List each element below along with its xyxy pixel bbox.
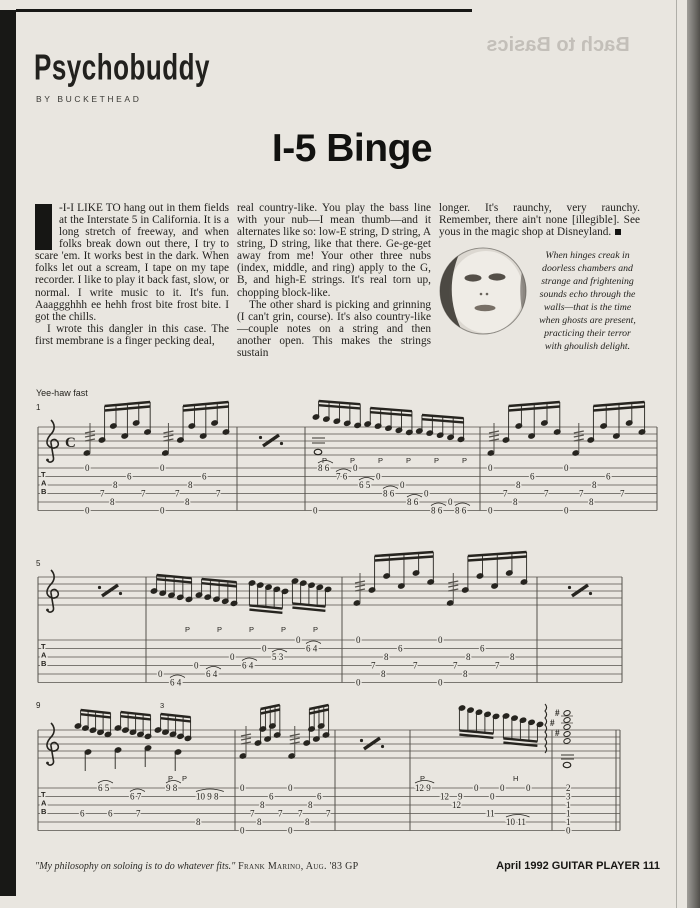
svg-text:0: 0	[400, 480, 405, 490]
svg-text:0: 0	[230, 652, 235, 662]
end-of-article-mark	[615, 229, 621, 235]
svg-text:0: 0	[448, 497, 453, 507]
svg-text:0: 0	[566, 825, 571, 836]
scan-border-top	[16, 9, 472, 12]
shadow-right	[520, 255, 527, 325]
svg-text:P: P	[434, 456, 440, 465]
svg-text:0: 0	[376, 471, 381, 482]
svg-text:6: 6	[127, 471, 132, 482]
svg-text:7: 7	[216, 488, 221, 499]
scan-border-left	[0, 10, 16, 896]
svg-text:6 5: 6 5	[98, 783, 110, 793]
photo-caption: When hinges creak in doorless chambers and strange and frightening sounds echo through the walls—that is the time when ghosts are present, practicing their terror with ghoulish delight.	[539, 250, 636, 352]
svg-text:P: P	[182, 774, 188, 783]
svg-text:7: 7	[413, 660, 418, 671]
svg-text:0: 0	[158, 669, 163, 679]
svg-text:H: H	[513, 774, 519, 783]
svg-text:6: 6	[480, 643, 485, 654]
paragraph-text: longer. It's raunchy, very raunchy. Remember, there ain't none [illegible]. See yous in the magic shop at Disneyland.	[439, 202, 640, 239]
svg-text:8: 8	[308, 800, 313, 810]
svg-text:2: 2	[566, 783, 571, 793]
svg-text:7: 7	[579, 488, 584, 499]
svg-text:7: 7	[298, 808, 303, 819]
svg-text:8 6: 8 6	[383, 488, 395, 499]
svg-text:1: 1	[566, 808, 571, 819]
svg-text:5 3: 5 3	[272, 652, 284, 662]
svg-text:7 6: 7 6	[336, 471, 348, 482]
svg-text:6 7: 6 7	[130, 791, 142, 802]
svg-text:0: 0	[438, 635, 443, 645]
svg-text:B: B	[41, 807, 47, 816]
paragraph	[439, 202, 640, 238]
svg-text:6 4: 6 4	[306, 643, 318, 654]
svg-text:0: 0	[424, 488, 429, 499]
svg-text:P: P	[462, 456, 468, 465]
svg-text:7: 7	[136, 808, 141, 819]
svg-text:1: 1	[36, 403, 41, 412]
svg-text:P: P	[217, 625, 223, 634]
svg-text:P: P	[420, 774, 426, 783]
svg-text:8: 8	[196, 817, 201, 827]
text-column-3	[439, 202, 640, 354]
svg-text:P: P	[406, 456, 412, 465]
svg-text:0: 0	[85, 463, 90, 473]
nostril	[486, 293, 489, 296]
svg-text:#: #	[550, 718, 555, 728]
paragraph: real country-like. You play the bass line with your nub—I mean thumb—and it alternates like so: low-E string, D string, A string, D string, like that there. Ge-ge-get away from me! Your other three nubs (index, middle, and ring) apply to the G, B, and high-E strings. It's real torn up, chopping block-like.	[237, 202, 431, 299]
svg-text:9: 9	[36, 701, 41, 710]
svg-text:6: 6	[202, 471, 207, 482]
svg-text:0: 0	[160, 463, 165, 473]
svg-text:8: 8	[188, 480, 193, 490]
svg-text:8: 8	[384, 652, 389, 662]
svg-text:8: 8	[466, 652, 471, 662]
svg-text:0: 0	[240, 783, 245, 793]
svg-text:0: 0	[438, 677, 443, 688]
quote-attribution: Frank Marino, Aug. '83 GP	[235, 861, 359, 872]
svg-text:B: B	[41, 659, 47, 668]
svg-text:8: 8	[260, 800, 265, 810]
svg-text:8: 8	[592, 480, 597, 490]
svg-text:6: 6	[269, 791, 274, 802]
svg-text:P: P	[350, 456, 356, 465]
svg-text:A: A	[41, 478, 47, 488]
svg-text:7: 7	[620, 488, 625, 499]
svg-text:8 6: 8 6	[455, 505, 467, 516]
svg-text:A: A	[41, 650, 47, 660]
svg-text:7: 7	[503, 488, 508, 499]
bleedthrough-text: Bach to Basics	[486, 34, 630, 56]
lips	[475, 305, 496, 311]
svg-text:7: 7	[544, 488, 549, 499]
svg-text:6: 6	[398, 643, 403, 654]
svg-text:0: 0	[240, 825, 245, 836]
svg-text:0: 0	[526, 783, 531, 793]
svg-text:6: 6	[606, 471, 611, 482]
svg-text:12: 12	[440, 791, 449, 802]
svg-text:3: 3	[566, 791, 571, 802]
svg-text:7: 7	[250, 808, 255, 819]
svg-text:12: 12	[452, 800, 461, 810]
svg-text:0: 0	[500, 783, 505, 793]
face-photo	[439, 247, 527, 335]
svg-text:P: P	[313, 625, 319, 634]
svg-text:8: 8	[257, 817, 262, 827]
svg-text:6 5: 6 5	[359, 480, 371, 490]
svg-text:0: 0	[356, 635, 361, 645]
svg-text:10 11: 10 11	[506, 817, 526, 827]
svg-text:A: A	[41, 798, 47, 808]
svg-text:6 4: 6 4	[242, 660, 254, 671]
svg-text:12 9: 12 9	[415, 783, 431, 793]
svg-text:7: 7	[371, 660, 376, 671]
svg-text:6: 6	[317, 791, 322, 802]
paragraph	[35, 202, 229, 323]
svg-text:7: 7	[278, 808, 283, 819]
svg-text:6 4: 6 4	[170, 677, 182, 688]
footer-quote	[35, 861, 358, 872]
page-edge-line	[676, 0, 677, 908]
text-column-1	[35, 202, 229, 347]
svg-text:0: 0	[356, 677, 361, 688]
left-eye	[465, 275, 482, 282]
svg-text:8: 8	[510, 652, 515, 662]
svg-text:0: 0	[262, 643, 267, 654]
mask-face-image	[439, 247, 527, 335]
svg-text:7: 7	[495, 660, 500, 671]
svg-text:8: 8	[463, 669, 468, 679]
svg-text:7: 7	[141, 488, 146, 499]
nostril	[480, 293, 483, 296]
svg-text:10 9 8: 10 9 8	[196, 791, 219, 802]
svg-text:1: 1	[566, 817, 571, 827]
svg-text:3: 3	[160, 701, 165, 710]
svg-text:0: 0	[564, 463, 569, 473]
svg-text:B: B	[41, 487, 47, 496]
svg-text:7: 7	[100, 488, 105, 499]
svg-text:8: 8	[516, 480, 521, 490]
svg-text:8: 8	[381, 669, 386, 679]
svg-text:T: T	[41, 470, 46, 479]
drop-cap-I	[35, 204, 52, 250]
quote-text: "My philosophy on soloing is to do whatever fits."	[35, 861, 236, 872]
svg-text:#: #	[555, 728, 560, 738]
svg-text:8 6: 8 6	[407, 497, 419, 507]
svg-text:0: 0	[488, 463, 493, 473]
svg-text:P: P	[322, 456, 328, 465]
svg-text:P: P	[378, 456, 384, 465]
svg-text:8 6: 8 6	[318, 463, 330, 473]
svg-text:9: 9	[458, 791, 463, 802]
svg-text:#: #	[555, 708, 560, 718]
svg-text:5: 5	[36, 559, 41, 568]
svg-text:9 8: 9 8	[166, 783, 178, 793]
svg-text:P: P	[281, 625, 287, 634]
svg-text:P: P	[249, 625, 255, 634]
svg-text:T: T	[41, 790, 46, 799]
svg-text:8: 8	[113, 480, 118, 490]
svg-text:0: 0	[194, 660, 199, 671]
svg-text:8 6: 8 6	[431, 505, 443, 516]
svg-text:11: 11	[486, 808, 495, 819]
svg-text:8: 8	[185, 497, 190, 507]
svg-text:0: 0	[160, 505, 165, 516]
svg-text:1: 1	[566, 800, 571, 810]
photo-with-caption	[439, 247, 640, 353]
svg-text:C: C	[65, 435, 76, 451]
svg-text:0: 0	[296, 635, 301, 645]
svg-text:T: T	[41, 642, 46, 651]
article-title: I-5 Binge	[271, 127, 433, 170]
svg-text:8: 8	[589, 497, 594, 507]
svg-text:0: 0	[488, 505, 493, 516]
svg-text:0: 0	[564, 505, 569, 516]
svg-text:6: 6	[108, 808, 113, 819]
paragraph-text: -I-I LIKE TO hang out in them fields at the Interstate 5 in California. It is a long stretch of freeway, and when folks break down out there, I try to scare 'em. It works best in the dark. When folks let out a scream, I tape on my tape recorder. I like to play it back fast, slow, or normal. I write music to it. It's fun. Aaaggghhh ee hehh frost bite frost bite. I got the chills.	[35, 202, 229, 323]
text-column-2	[237, 202, 431, 359]
svg-text:7: 7	[175, 488, 180, 499]
svg-text:0: 0	[353, 463, 358, 473]
svg-text:6 4: 6 4	[206, 669, 218, 679]
svg-text:Yee-haw fast: Yee-haw fast	[36, 388, 88, 398]
svg-text:7: 7	[326, 808, 331, 819]
svg-text:0: 0	[288, 825, 293, 836]
svg-text:P: P	[168, 774, 174, 783]
svg-text:P: P	[185, 625, 191, 634]
byline: BY BUCKETHEAD	[36, 94, 142, 104]
svg-text:8: 8	[513, 497, 518, 507]
svg-text:6: 6	[80, 808, 85, 819]
svg-text:0: 0	[474, 783, 479, 793]
svg-text:7: 7	[453, 660, 458, 671]
svg-text:6: 6	[530, 471, 535, 482]
svg-text:0: 0	[490, 791, 495, 802]
svg-text:8: 8	[305, 817, 310, 827]
svg-text:8: 8	[110, 497, 115, 507]
page-folio: April 1992 GUITAR PLAYER 111	[496, 860, 660, 872]
paragraph: The other shard is picking and grinning (I can't grin, course). It's also country-like—couple notes on a string and then another open. This makes the strings sustain	[237, 298, 431, 359]
scan-edge-band	[687, 0, 700, 908]
paragraph: I wrote this dangler in this case. The first membrane is a finger pecking deal,	[35, 322, 229, 347]
svg-text:0: 0	[288, 783, 293, 793]
right-eye	[489, 274, 506, 281]
svg-text:0: 0	[313, 505, 318, 516]
column-logo: Psychobuddy	[34, 46, 210, 88]
svg-text:0: 0	[85, 505, 90, 516]
